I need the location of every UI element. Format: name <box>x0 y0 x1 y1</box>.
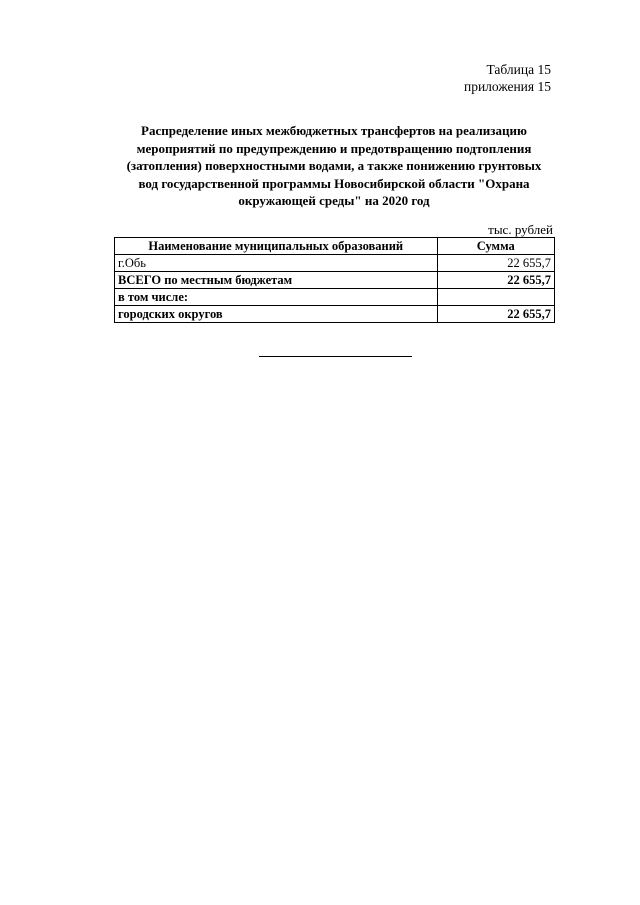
document-title <box>112 122 556 210</box>
table-number: Таблица 15 <box>486 62 551 77</box>
title-line: Распределение иных межбюджетных трансфертов на реализацию <box>141 123 527 138</box>
municipality-cell: ВСЕГО по местным бюджетам <box>115 272 438 289</box>
table-row-subtotal <box>115 306 555 323</box>
table-header-row <box>115 238 555 255</box>
column-header-amount: Сумма <box>437 238 554 255</box>
closing-divider <box>259 356 412 357</box>
units-label: тыс. рублей <box>488 222 553 237</box>
municipality-cell: в том числе: <box>115 289 438 306</box>
distribution-table <box>114 237 555 323</box>
column-header-municipality: Наименование муниципальных образований <box>115 238 438 255</box>
table-row-total <box>115 272 555 289</box>
title-line: мероприятий по предупреждению и предотвращению подтопления <box>136 140 532 156</box>
amount-cell <box>437 289 554 306</box>
table-row <box>115 255 555 272</box>
title-line: (затопления) поверхностными водами, а также понижению грунтовых <box>126 158 542 173</box>
municipality-cell: г.Обь <box>115 255 438 272</box>
amount-cell: 22 655,7 <box>437 272 554 289</box>
municipality-cell: городских округов <box>115 306 438 323</box>
table-reference <box>464 61 551 95</box>
appendix-reference: приложения 15 <box>463 79 551 94</box>
table-row-subheading <box>115 289 555 306</box>
amount-cell: 22 655,7 <box>437 255 554 272</box>
title-line: окружающей среды" на 2020 год <box>238 193 430 208</box>
amount-cell: 22 655,7 <box>437 306 554 323</box>
title-line: вод государственной программы Новосибирской области "Охрана <box>138 175 530 191</box>
